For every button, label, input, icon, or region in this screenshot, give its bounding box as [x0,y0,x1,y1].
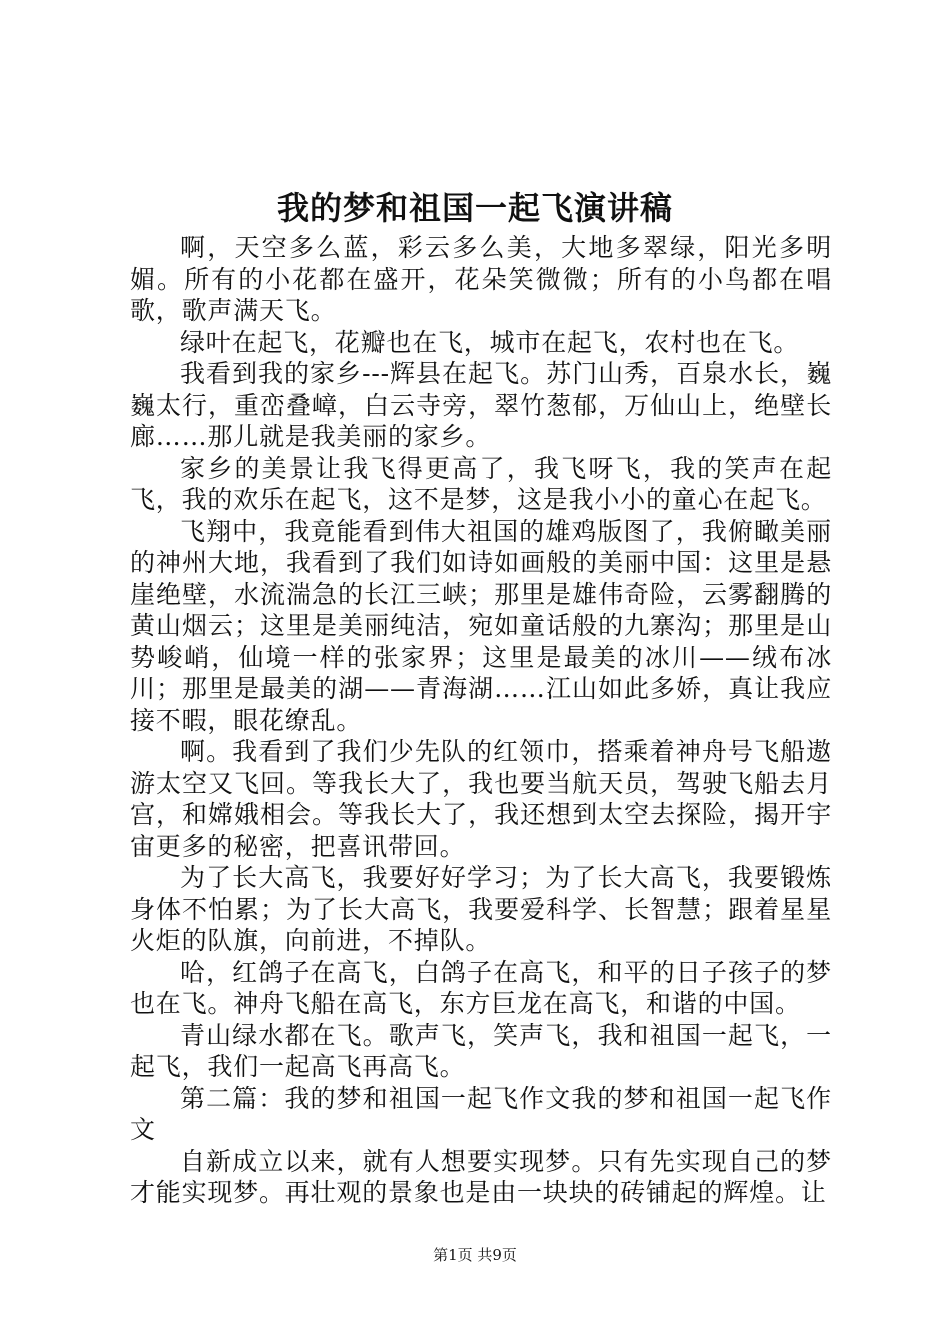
section-heading: 第二篇：我的梦和祖国一起飞作文我的梦和祖国一起飞作文 [130,1083,832,1144]
page-footer: 第1页 共9页 [433,1246,517,1264]
paragraph: 哈，红鸽子在高飞，白鸽子在高飞，和平的日子孩子的梦也在飞。神舟飞船在高飞，东方巨龙在高飞，和谐的中国。 [130,957,832,1018]
paragraph: 青山绿水都在飞。歌声飞，笑声飞，我和祖国一起飞，一起飞，我们一起高飞再高飞。 [130,1020,832,1081]
paragraph: 为了长大高飞，我要好好学习；为了长大高飞，我要锻炼身体不怕累；为了长大高飞，我要爱科学、长智慧；跟着星星火炬的队旗，向前进，不掉队。 [130,863,832,955]
document-body [130,232,832,1209]
paragraph: 飞翔中，我竟能看到伟大祖国的雄鸡版图了，我俯瞰美丽的神州大地，我看到了我们如诗如画般的美丽中国：这里是悬崖绝壁，水流湍急的长江三峡；那里是雄伟奇险，云雾翻腾的黄山烟云；这里是美丽纯洁，宛如童话般的九寨沟；那里是山势峻峭，仙境一样的张家界；这里是最美的冰川——绒布冰川；那里是最美的湖——青海湖……江山如此多娇，真让我应接不暇，眼花缭乱。 [130,516,832,735]
paragraph: 我看到我的家乡---辉县在起飞。苏门山秀，百泉水长，巍巍太行，重峦叠嶂，白云寺旁，翠竹葱郁，万仙山上，绝壁长廊……那儿就是我美丽的家乡。 [130,359,832,451]
paragraph: 啊。我看到了我们少先队的红领巾，搭乘着神舟号飞船遨游太空又飞回。等我长大了，我也要当航天员，驾驶飞船去月宫，和嫦娥相会。等我长大了，我还想到太空去探险，揭开宇宙更多的秘密，把喜讯带回。 [130,737,832,861]
paragraph: 家乡的美景让我飞得更高了，我飞呀飞，我的笑声在起飞，我的欢乐在起飞，这不是梦，这是我小小的童心在起飞。 [130,453,832,514]
paragraph: 啊，天空多么蓝，彩云多么美，大地多翠绿，阳光多明媚。所有的小花都在盛开，花朵笑微微；所有的小鸟都在唱歌，歌声满天飞。 [130,233,832,325]
document-title: 我的梦和祖国一起飞演讲稿 [276,189,673,227]
paragraph: 绿叶在起飞，花瓣也在飞，城市在起飞，农村也在飞。 [180,327,800,357]
paragraph: 自新成立以来，就有人想要实现梦。只有先实现自己的梦才能实现梦。再壮观的景象也是由一块块的砖铺起的辉煌。让 [130,1146,832,1207]
